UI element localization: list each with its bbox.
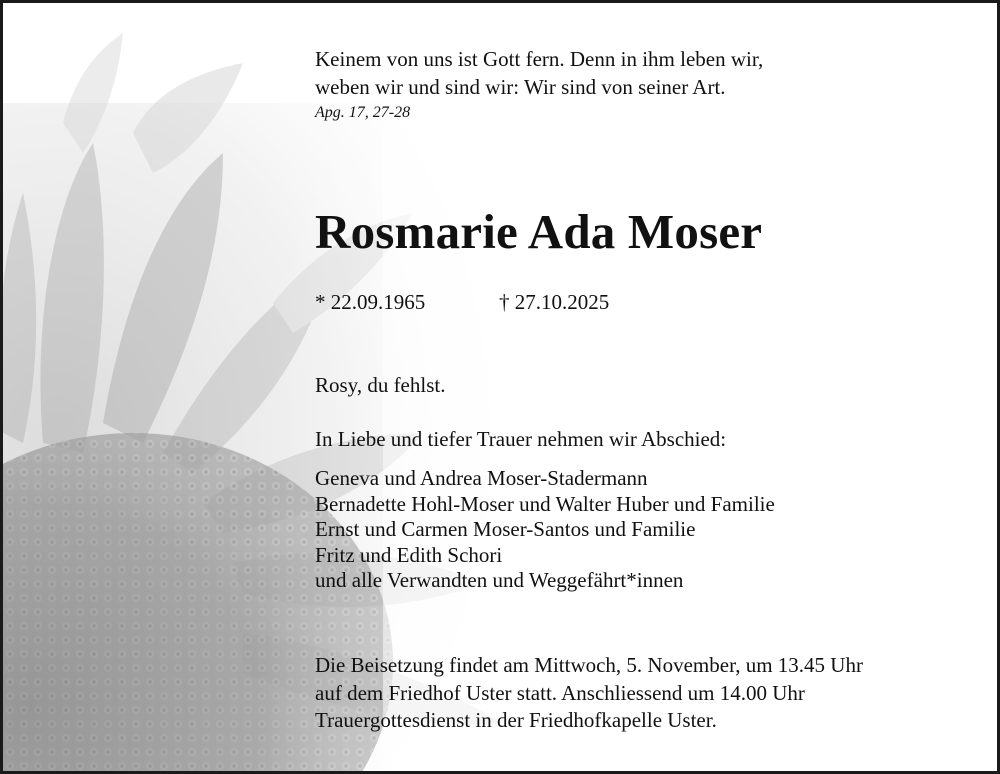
bible-verse — [315, 45, 935, 101]
verse-line: Keinem von uns ist Gott fern. Denn in ihm leben wir, — [315, 47, 764, 71]
mourner-entry: Fritz und Edith Schori — [315, 542, 503, 567]
verse-line: weben wir und sind wir: Wir sind von seiner Art. — [315, 75, 726, 99]
mourner-entry: und alle Verwandten und Weggefährt*innen — [315, 568, 684, 592]
verse-source: Apg. 17, 27-28 — [315, 104, 411, 121]
mourner-entry: Ernst und Carmen Moser-Santos und Familie — [315, 517, 696, 541]
mourner-entry: Bernadette Hohl-Moser und Walter Huber und Familie — [315, 491, 775, 516]
farewell-line: In Liebe und tiefer Trauer nehmen wir Abschied: — [315, 427, 727, 451]
personal-note: Rosy, du fehlst. — [315, 373, 446, 397]
deceased-name: Rosmarie Ada Moser — [315, 204, 763, 259]
mourner-entry: Geneva und Andrea Moser-Stadermann — [315, 466, 648, 490]
mourners-list — [315, 466, 775, 594]
ceremony-line: Die Beisetzung findet am Mittwoch, 5. November, um 13.45 Uhr — [315, 653, 863, 677]
birth-date: * 22.09.1965 — [315, 290, 426, 314]
ceremony-info — [315, 652, 863, 735]
ceremony-line: Trauergottesdienst in der Friedhofkapelle Uster. — [315, 708, 717, 732]
death-date: † 27.10.2025 — [499, 290, 610, 314]
ceremony-line: auf dem Friedhof Uster statt. Anschliessend um 14.00 Uhr — [315, 680, 805, 705]
